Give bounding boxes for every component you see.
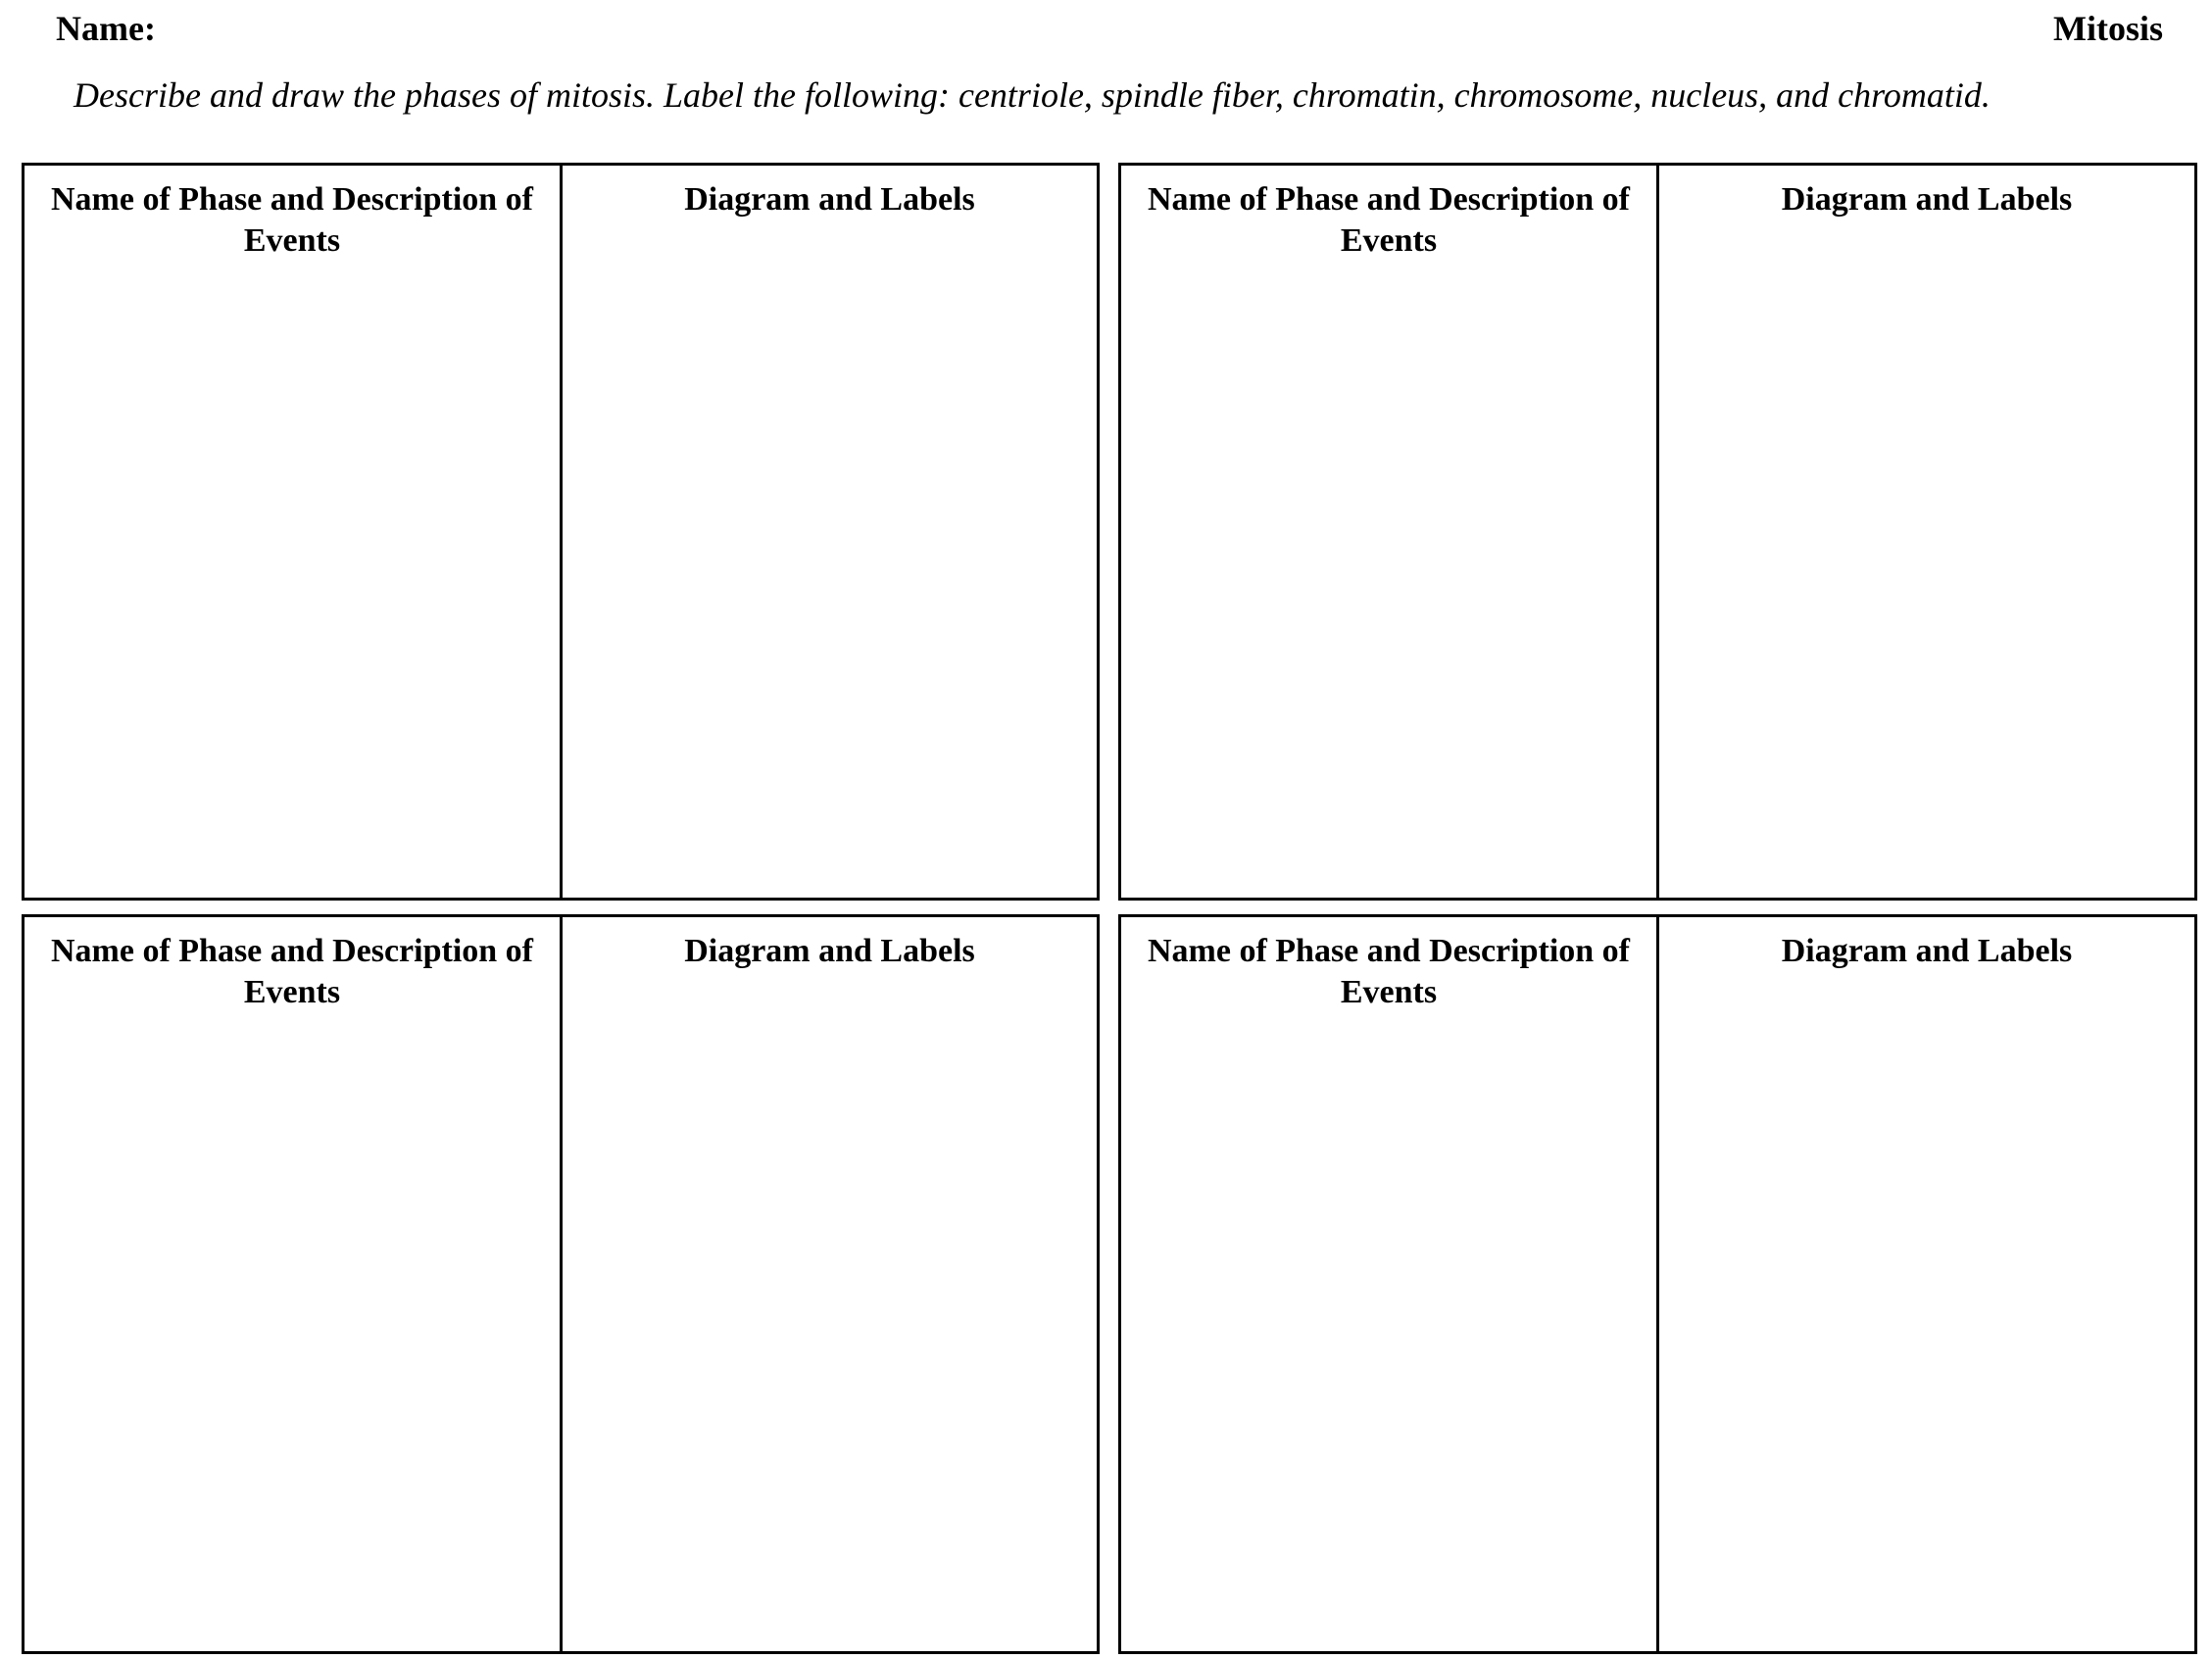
diagram-header: Diagram and Labels: [1781, 933, 2073, 969]
description-cell[interactable]: [1121, 917, 1659, 1651]
phase-block-1: [22, 163, 1100, 901]
description-cell[interactable]: [25, 917, 563, 1651]
diagram-cell[interactable]: [1659, 166, 2194, 898]
diagram-header: Diagram and Labels: [684, 181, 975, 218]
diagram-cell[interactable]: [563, 166, 1097, 898]
worksheet-title: Mitosis: [2053, 9, 2163, 48]
name-label: Name:: [56, 9, 156, 48]
description-header: Name of Phase and Description of Events: [1147, 181, 1631, 259]
phase-block-2: [1118, 163, 2197, 901]
description-header: Name of Phase and Description of Events: [50, 181, 534, 259]
description-header: Name of Phase and Description of Events: [1147, 933, 1631, 1010]
phase-block-4: [1118, 914, 2197, 1654]
diagram-cell[interactable]: [1659, 917, 2194, 1651]
diagram-cell[interactable]: [563, 917, 1097, 1651]
phase-block-3: [22, 914, 1100, 1654]
instructions: Describe and draw the phases of mitosis. Label the following: centriole, spindle fiber, chromatin, chromosome, nucleus, and chromatid.: [74, 75, 1991, 115]
diagram-header: Diagram and Labels: [1781, 181, 2073, 218]
description-header: Name of Phase and Description of Events: [50, 933, 534, 1010]
description-cell[interactable]: [1121, 166, 1659, 898]
description-cell[interactable]: [25, 166, 563, 898]
diagram-header: Diagram and Labels: [684, 933, 975, 969]
